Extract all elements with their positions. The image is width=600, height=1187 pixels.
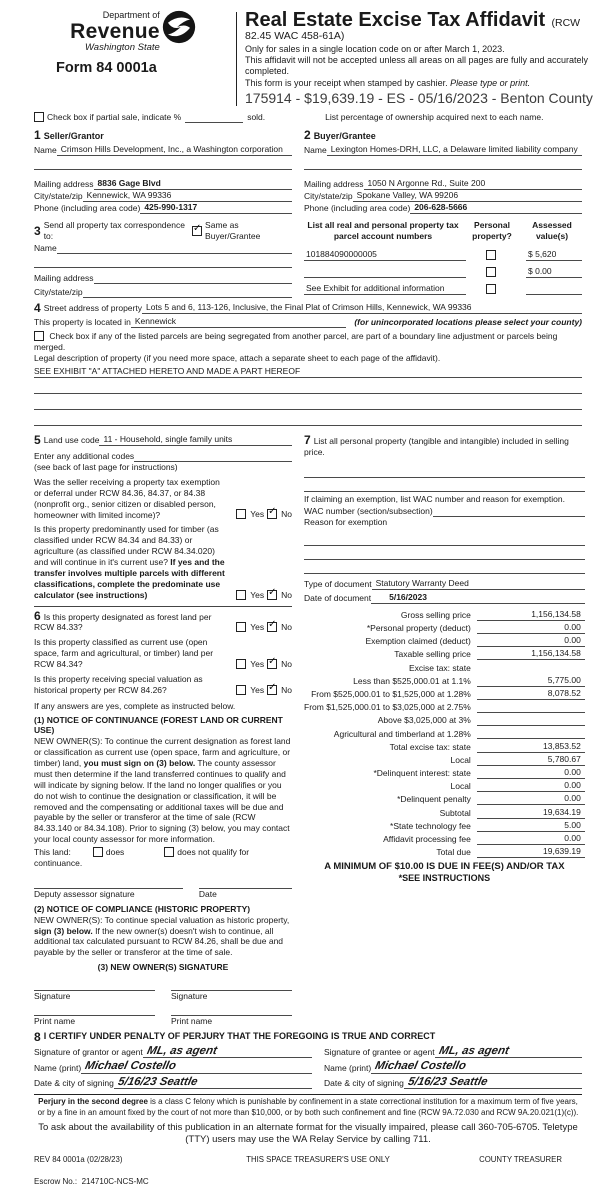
grantee-printname-handwriting: Michael Costello bbox=[374, 1060, 468, 1073]
personal-property-line-2[interactable] bbox=[304, 478, 585, 492]
deputy-assessor-signature-field[interactable] bbox=[34, 877, 183, 889]
current-use-question bbox=[34, 637, 292, 670]
buyer-block bbox=[304, 129, 582, 215]
grantee-sig-field[interactable] bbox=[435, 1046, 582, 1059]
forest-yes-checkbox[interactable] bbox=[236, 622, 246, 632]
partial-sale-percent-field[interactable] bbox=[185, 112, 243, 123]
escrow-label: Escrow No.: bbox=[34, 1176, 78, 1186]
located-in-field[interactable]: Kennewick bbox=[131, 316, 346, 328]
tax-row-value-field[interactable]: 0.00 bbox=[477, 833, 585, 845]
tax-row-label: Total excise tax: state bbox=[389, 741, 471, 752]
buyer-name-label: Name bbox=[304, 145, 327, 156]
minimum-due-note: A MINIMUM OF $10.00 IS DUE IN FEE(S) AND/OR TAX bbox=[324, 861, 565, 873]
seller-block bbox=[34, 129, 292, 215]
left-column bbox=[34, 434, 292, 1027]
tax-row bbox=[304, 739, 585, 752]
tax-row-label: From $1,525,000.01 to $3,025,000 at 2.75% bbox=[304, 702, 471, 713]
corr-mailing-label: Mailing address bbox=[34, 273, 94, 284]
grantee-signature-handwriting: ML, as agent bbox=[437, 1044, 510, 1057]
additional-codes-note: (see back of last page for instructions) bbox=[34, 462, 178, 473]
historic-yn: Yes ✓ No bbox=[230, 685, 292, 696]
same-as-buyer-checkbox[interactable] bbox=[192, 226, 202, 236]
tax-row-value-field[interactable]: 0.00 bbox=[477, 635, 585, 647]
personal-property-checkbox[interactable] bbox=[486, 267, 496, 277]
buyer-mailing-label: Mailing address bbox=[304, 179, 364, 190]
buyer-name-field[interactable]: Lexington Homes-DRH, LLC, a Delaware limited liability company bbox=[327, 144, 582, 156]
agency-block bbox=[34, 10, 232, 108]
timber-question bbox=[34, 524, 292, 600]
tax-row bbox=[304, 766, 585, 779]
tax-row bbox=[304, 647, 585, 660]
timber-yn: Yes ✓ No bbox=[230, 590, 292, 601]
tax-row bbox=[304, 673, 585, 686]
forest-land-yn: Yes ✓ No bbox=[230, 622, 292, 633]
exemption-question bbox=[34, 477, 292, 521]
correspondence-parcel-section bbox=[34, 220, 582, 298]
tax-row-label: *Delinquent interest: state bbox=[373, 768, 471, 779]
tax-row bbox=[304, 634, 585, 647]
tax-row-value-field[interactable]: 5.00 bbox=[477, 820, 585, 832]
parcel-numbers-header: List all real and personal property tax parcel account numbers bbox=[307, 220, 459, 242]
tax-row-value-field[interactable]: 1,156,134.58 bbox=[477, 609, 585, 621]
grantor-sig-field[interactable] bbox=[143, 1046, 312, 1059]
assessed-values-header: Assessed value(s) bbox=[532, 220, 572, 242]
buyer-heading: Buyer/Grantee bbox=[313, 130, 376, 141]
doc-date-field[interactable]: 5/16/2023 bbox=[371, 592, 487, 604]
seller-mailing-field[interactable]: 8836 Gage Blvd bbox=[94, 178, 292, 190]
agency-name: Revenue bbox=[70, 19, 160, 43]
tax-row bbox=[304, 805, 585, 818]
corr-city-label: City/state/zip bbox=[34, 287, 83, 298]
doc-type-field[interactable]: Statutory Warranty Deed bbox=[372, 578, 585, 590]
tax-row-value-field[interactable]: 0.00 bbox=[477, 767, 585, 779]
doc-date-label: Date of document bbox=[304, 592, 372, 603]
footer-bottom-row bbox=[34, 1155, 582, 1165]
buyer-city-label: City/state/zip bbox=[304, 191, 353, 202]
perjury-notice: Perjury in the second degree is a class C felony which is punishable by confinement in a state correctional institution for a maximum term of five years, or by a fine in an amount fixed by the court of not more than $10,000, or by both such confinement and fine (RCW 9A.72.030 and RCW 9A.20.021(1)(c)). bbox=[37, 1097, 579, 1117]
section-3-number: 3 bbox=[34, 224, 41, 239]
corr-name-field-2[interactable] bbox=[34, 254, 292, 268]
form-title: Real Estate Excise Tax Affidavit bbox=[245, 9, 546, 31]
tax-row bbox=[304, 621, 585, 634]
assessed-value-field[interactable] bbox=[526, 294, 582, 295]
corr-name-field[interactable] bbox=[57, 242, 292, 254]
doc-type-label: Type of document bbox=[304, 578, 372, 589]
additional-codes-label: Enter any additional codes bbox=[34, 451, 135, 462]
tax-row bbox=[304, 832, 585, 845]
wac-number-field[interactable] bbox=[433, 505, 585, 517]
parcel-number-field[interactable]: 101884090000005 bbox=[304, 249, 466, 261]
this-land-label: This land: bbox=[34, 847, 71, 858]
form-rcw-ref: (RCW 82.45 WAC 458-61A) bbox=[245, 17, 581, 43]
partial-sale-checkbox[interactable] bbox=[34, 112, 44, 122]
notice-compliance-text: NEW OWNER(S): To continue special valuation as historic property, sign (3) below. If the new owner(s) doesn't wish to continue, all additional tax calculated pursuant to RCW 84.26, shall be due and payable by the seller or transferor at the time of sale. bbox=[34, 914, 290, 958]
historic-yes-checkbox[interactable] bbox=[236, 685, 246, 695]
tax-row-label: Less than $525,000.01 at 1.1% bbox=[353, 675, 471, 686]
tax-row bbox=[304, 819, 585, 832]
does-not-label: does not qualify for bbox=[177, 847, 250, 858]
owner-signature-field-2[interactable] bbox=[171, 979, 292, 991]
escrow-row bbox=[34, 1177, 582, 1187]
seller-city-field[interactable]: Kennewick, WA 99336 bbox=[83, 190, 292, 202]
historic-question-text: Is this property receiving special valuation as historical property per RCW 84.26? bbox=[34, 673, 203, 695]
seller-phone-field[interactable]: 425-990-1317 bbox=[140, 202, 292, 214]
tax-row-label: Above $3,025,000 at 3% bbox=[377, 715, 471, 726]
seller-mailing-label: Mailing address bbox=[34, 179, 94, 190]
owner-printname-label-2: Print name bbox=[171, 1015, 213, 1026]
forest-no-checkbox[interactable] bbox=[267, 622, 277, 632]
legal-description-line-4[interactable] bbox=[34, 410, 582, 426]
tax-row-value-field[interactable]: 5,775.00 bbox=[477, 675, 585, 687]
does-not-checkbox[interactable] bbox=[164, 847, 174, 857]
parcel-row bbox=[304, 278, 582, 295]
notice-continuance-text: NEW OWNER(S): To continue the current designation as forest land or classification as current use (open space, farm and agriculture, or timber) land, you must sign on (3) below. The county assessor must then determine if the land transferred continues to qualify and will indicate by signing below. If the land no longer qualifies or you do not wish to continue the designation or classification, it will be removed and the compensating or additional taxes will be due and payable by the seller or transferor at the time of sale (RCW 84.33.140 or 84.34.108). Prior to signing (3) below, you may contact your local county assessor for more information. bbox=[34, 736, 291, 845]
grantor-datecity-label: Date & city of signing bbox=[34, 1078, 114, 1089]
section-5-number: 5 bbox=[34, 433, 41, 448]
tax-row bbox=[304, 845, 585, 858]
street-address-label: Street address of property bbox=[43, 303, 142, 314]
tax-row-value-field[interactable] bbox=[477, 727, 585, 739]
owner-signature-row bbox=[34, 979, 292, 1002]
assessor-signature-row bbox=[34, 877, 292, 900]
grantor-signature-block bbox=[34, 1043, 312, 1090]
form-number: Form 84 0001a bbox=[56, 59, 157, 76]
parcel-row bbox=[304, 261, 582, 278]
grantee-datecity-field[interactable] bbox=[404, 1077, 582, 1090]
dor-logo-icon bbox=[162, 10, 196, 47]
continuance-label: continuance. bbox=[34, 858, 83, 869]
tax-row bbox=[304, 726, 585, 739]
main-area bbox=[34, 434, 582, 1027]
grantee-printname-label: Name (print) bbox=[324, 1062, 372, 1073]
seller-name-field-2[interactable] bbox=[34, 156, 292, 170]
personal-property-checkbox[interactable] bbox=[486, 250, 496, 260]
notice-continuance-title: (1) NOTICE OF CONTINUANCE (FOREST LAND OR CURRENT USE) bbox=[34, 714, 283, 736]
tax-row bbox=[304, 779, 585, 792]
ownership-note: List percentage of ownership acquired next to each name. bbox=[325, 111, 544, 122]
parcel-table-block bbox=[304, 220, 582, 298]
see-instructions-note: *SEE INSTRUCTIONS bbox=[398, 873, 491, 884]
current-use-yn: Yes ✓ No bbox=[230, 659, 292, 670]
property-section bbox=[34, 302, 582, 426]
additional-codes-field[interactable] bbox=[134, 450, 292, 462]
tax-row-label: Local bbox=[450, 754, 471, 765]
exemption-no-checkbox[interactable] bbox=[267, 509, 277, 519]
land-use-label: Land use code bbox=[43, 435, 100, 446]
owner-printname-row bbox=[34, 1004, 292, 1027]
legal-description-field[interactable]: SEE EXHIBIT "A" ATTACHED HERETO AND MADE A PART HEREOF bbox=[34, 366, 582, 378]
header-divider bbox=[236, 12, 237, 106]
agency-dept-label: Department of bbox=[102, 10, 160, 20]
personal-property-intro: 7 List all personal property (tangible and intangible) included in selling price. bbox=[304, 433, 569, 457]
reason-line-3[interactable] bbox=[304, 560, 585, 574]
tax-row-label: Local bbox=[450, 781, 471, 792]
answers-instruction: If any answers are yes, complete as instructed below. bbox=[34, 700, 236, 711]
reason-line-1[interactable] bbox=[304, 532, 585, 546]
grantor-printname-label: Name (print) bbox=[34, 1062, 82, 1073]
notice-compliance-title: (2) NOTICE OF COMPLIANCE (HISTORIC PROPERTY) bbox=[34, 903, 251, 914]
historic-no-checkbox[interactable] bbox=[267, 685, 277, 695]
seller-heading: Seller/Grantor bbox=[43, 130, 104, 141]
tax-row-value-field[interactable]: 19,634.19 bbox=[477, 807, 585, 819]
seller-name-label: Name bbox=[34, 145, 57, 156]
buyer-city-field[interactable]: Spokane Valley, WA 99206 bbox=[353, 190, 582, 202]
forest-land-question bbox=[34, 610, 292, 634]
grantee-printname-field[interactable] bbox=[371, 1061, 582, 1074]
tax-row-value-field[interactable] bbox=[477, 701, 585, 713]
cashier-receipt-stamp: 175914 - $19,639.19 - ES - 05/16/2023 - Benton County bbox=[245, 89, 593, 106]
legal-description-line-3[interactable] bbox=[34, 394, 582, 410]
section-8-number: 8 bbox=[34, 1029, 41, 1044]
located-in-label: This property is located in bbox=[34, 317, 131, 328]
tax-row bbox=[304, 660, 585, 673]
tax-row-value-field[interactable]: 1,156,134.58 bbox=[477, 648, 585, 660]
escrow-number: 214710C-NCS-MC bbox=[81, 1176, 149, 1186]
grantee-sig-label: Signature of grantee or agent bbox=[324, 1047, 435, 1058]
section-5-6-divider bbox=[34, 606, 292, 607]
grantee-signature-block bbox=[324, 1043, 582, 1090]
parcel-row bbox=[304, 244, 582, 261]
timber-yes-checkbox[interactable] bbox=[236, 590, 246, 600]
partial-sale-suffix: sold. bbox=[247, 111, 266, 122]
parties-section bbox=[34, 129, 582, 215]
owner-signature-label-1: Signature bbox=[34, 991, 71, 1002]
partial-sale-label: Check box if partial sale, indicate % bbox=[47, 111, 182, 122]
tax-row-value-field[interactable]: 19,639.19 bbox=[477, 846, 585, 858]
wac-number-label: WAC number (section/subsection) bbox=[304, 505, 433, 516]
current-use-no-checkbox[interactable] bbox=[267, 659, 277, 669]
partial-sale-row bbox=[34, 112, 582, 123]
does-checkbox[interactable] bbox=[93, 847, 103, 857]
tax-row bbox=[304, 792, 585, 805]
grantor-printname-field[interactable] bbox=[81, 1061, 312, 1074]
tax-row-label: Affidavit processing fee bbox=[383, 834, 471, 845]
tax-row-label: Agricultural and timberland at 1.28% bbox=[333, 728, 471, 739]
personal-property-header: Personal property? bbox=[472, 220, 512, 242]
corr-name-label: Name bbox=[34, 243, 57, 254]
owner-printname-field-2[interactable] bbox=[171, 1004, 292, 1016]
timber-no-checkbox[interactable] bbox=[267, 590, 277, 600]
owner-signature-label-2: Signature bbox=[171, 991, 208, 1002]
grantee-datecity-label: Date & city of signing bbox=[324, 1078, 404, 1089]
grantor-signature-handwriting: ML, as agent bbox=[145, 1044, 218, 1057]
excise-tax-table bbox=[304, 608, 585, 859]
tax-row bbox=[304, 700, 585, 713]
tax-row bbox=[304, 753, 585, 766]
tax-row-label: Total due bbox=[436, 847, 471, 858]
tax-row-value-field[interactable]: 5,780.67 bbox=[477, 754, 585, 766]
segregated-label: Check box if any of the listed parcels are being segregated from another parcel, are part of a boundary line adjustment or parcels being merged. bbox=[34, 331, 558, 353]
seller-city-label: City/state/zip bbox=[34, 191, 83, 202]
assessed-value-field[interactable]: $ 5,620 bbox=[526, 249, 582, 261]
section-2-number: 2 bbox=[304, 127, 311, 142]
tax-row-value-field[interactable]: 13,853.52 bbox=[477, 741, 585, 753]
tax-row-label: *Delinquent penalty bbox=[397, 794, 471, 805]
grantor-printname-handwriting: Michael Costello bbox=[84, 1060, 178, 1073]
footer-divider bbox=[34, 1094, 582, 1095]
segregated-checkbox[interactable] bbox=[34, 331, 44, 341]
buyer-name-field-2[interactable] bbox=[304, 156, 582, 170]
tax-row bbox=[304, 713, 585, 726]
doc-date-field-2[interactable] bbox=[487, 592, 585, 604]
grantor-sig-label: Signature of grantor or agent bbox=[34, 1047, 143, 1058]
tax-row-label: Subtotal bbox=[439, 807, 471, 818]
assessor-date-label: Date bbox=[198, 888, 217, 899]
tax-row bbox=[304, 608, 585, 621]
grantee-datecity-handwriting: 5/16/23 Seattle bbox=[406, 1075, 489, 1088]
county-treasurer-label: COUNTY TREASURER bbox=[479, 1154, 562, 1164]
owner-printname-field-1[interactable] bbox=[34, 1004, 155, 1016]
correspondence-block bbox=[34, 220, 292, 298]
header-note-3: This form is your receipt when stamped by cashier. Please type or print. bbox=[245, 77, 531, 88]
alternate-format-notice: To ask about the availability of this publication in an alternate format for the visually impaired, please call 360-705-6705. Teletype (TTY) users may use the WA Relay Service by calling 711. bbox=[38, 1122, 578, 1146]
agency-state-label: Washington State bbox=[84, 42, 160, 54]
tax-row-label: Exemption claimed (deduct) bbox=[365, 636, 471, 647]
tax-row-value-field[interactable]: 8,078.52 bbox=[477, 688, 585, 700]
seller-phone-label: Phone (including area code) bbox=[34, 203, 141, 214]
section-1-number: 1 bbox=[34, 127, 41, 142]
parcel-table bbox=[304, 244, 582, 295]
corr-mailing-field[interactable] bbox=[94, 272, 292, 284]
right-column bbox=[304, 434, 585, 1027]
buyer-mailing-field[interactable]: 1050 N Argonne Rd., Suite 200 bbox=[364, 178, 582, 190]
reason-exemption-label: Reason for exemption bbox=[304, 516, 388, 527]
buyer-phone-field[interactable]: 206-628-5666 bbox=[410, 202, 582, 214]
exemption-note: If claiming an exemption, list WAC number and reason for exemption. bbox=[304, 493, 565, 504]
send-correspondence-label: Send all property tax correspondence to: bbox=[43, 220, 185, 242]
header-note-2: This affidavit will not be accepted unless all areas on all pages are fully and accurately completed. bbox=[245, 55, 589, 77]
parcel-number-field[interactable]: See Exhibit for additional information bbox=[304, 283, 466, 295]
certification-section bbox=[34, 1031, 582, 1090]
tax-row-label: Gross selling price bbox=[400, 609, 471, 620]
current-use-question-text: Is this property classified as current use (open space, farm and agricultural, or timber) land per RCW 84.34? bbox=[34, 637, 214, 670]
owner-printname-label-1: Print name bbox=[34, 1015, 76, 1026]
buyer-phone-label: Phone (including area code) bbox=[304, 203, 411, 214]
personal-property-checkbox[interactable] bbox=[486, 284, 496, 294]
treasurer-space-label: THIS SPACE TREASURER'S USE ONLY bbox=[246, 1154, 390, 1164]
personal-property-line-1[interactable] bbox=[304, 464, 585, 478]
land-use-field[interactable]: 11 - Household, single family units bbox=[99, 434, 292, 446]
assessor-date-field[interactable] bbox=[199, 877, 292, 889]
tax-row-label: *State technology fee bbox=[390, 820, 471, 831]
tax-row-value-field[interactable] bbox=[477, 662, 585, 673]
tax-row-value-field[interactable]: 0.00 bbox=[477, 780, 585, 792]
rev-number: REV 84 0001a (02/28/23) bbox=[34, 1154, 123, 1164]
reason-line-2[interactable] bbox=[304, 546, 585, 560]
exemption-question-text: Was the seller receiving a property tax exemption or deferral under RCW 84.36, 84.37, or 84.38 (nonprofit org., senior citizen or disabled person, homeowner with limited income)? bbox=[34, 476, 220, 520]
header bbox=[34, 9, 593, 108]
legal-description-label: Legal description of property (if you need more space, attach a separate sheet to each page of the affidavit). bbox=[34, 353, 441, 364]
tax-row-label: Taxable selling price bbox=[394, 649, 471, 660]
section-4-number: 4 bbox=[34, 301, 41, 316]
does-label: does bbox=[105, 847, 125, 858]
legal-description-line-2[interactable] bbox=[34, 378, 582, 394]
tax-row-value-field[interactable] bbox=[477, 714, 585, 726]
historic-question bbox=[34, 674, 292, 696]
assessed-value-field[interactable]: $ 0.00 bbox=[526, 266, 582, 278]
current-use-yes-checkbox[interactable] bbox=[236, 659, 246, 669]
same-as-buyer-label: Same as Buyer/Grantee bbox=[205, 220, 261, 242]
timber-question-text: Is this property predominantly used for timber (as classified under RCW 84.34 and 84.33) or agriculture (as classified under RCW 84.34.020) and will continue in it's current use? If yes and the transfer involves multiple parcels with different classifications, complete the predominate use calculator (see instructions) bbox=[34, 524, 225, 600]
tax-row-label: *Personal property (deduct) bbox=[366, 623, 471, 634]
tax-row-label: Excise tax: state bbox=[408, 662, 471, 673]
seller-name-field[interactable]: Crimson Hills Development, Inc., a Washington corporation bbox=[57, 144, 292, 156]
new-owner-signature-title: (3) NEW OWNER(S) SIGNATURE bbox=[97, 962, 229, 973]
owner-signature-field-1[interactable] bbox=[34, 979, 155, 991]
grantor-datecity-field[interactable] bbox=[114, 1077, 312, 1090]
certify-statement: I CERTIFY UNDER PENALTY OF PERJURY THAT THE FOREGOING IS TRUE AND CORRECT bbox=[43, 1031, 436, 1042]
tax-row-value-field[interactable]: 0.00 bbox=[477, 622, 585, 634]
parcel-number-field[interactable] bbox=[304, 277, 466, 278]
tax-row-value-field[interactable]: 0.00 bbox=[477, 793, 585, 805]
deputy-assessor-signature-label: Deputy assessor signature bbox=[34, 888, 135, 899]
corr-city-field[interactable] bbox=[83, 286, 292, 298]
exemption-yn: Yes ✓ No bbox=[230, 509, 292, 520]
exemption-yes-checkbox[interactable] bbox=[236, 509, 246, 519]
forest-land-question-text: 6 Is this property designated as forest land per RCW 84.33? bbox=[34, 608, 212, 633]
street-address-field[interactable]: Lots 5 and 6, 113-126, Inclusive, the Final Plat of Crimson Hills, Kennewick, WA 99336 bbox=[142, 302, 582, 314]
unincorporated-note: (for unincorporated locations please select your county) bbox=[354, 317, 582, 328]
tax-row bbox=[304, 687, 585, 700]
tax-row-label: From $525,000.01 to $1,525,000 at 1.28% bbox=[311, 688, 471, 699]
grantor-datecity-handwriting: 5/16/23 Seattle bbox=[116, 1075, 199, 1088]
header-note-1: Only for sales in a single location code on or after March 1, 2023. bbox=[245, 43, 505, 54]
